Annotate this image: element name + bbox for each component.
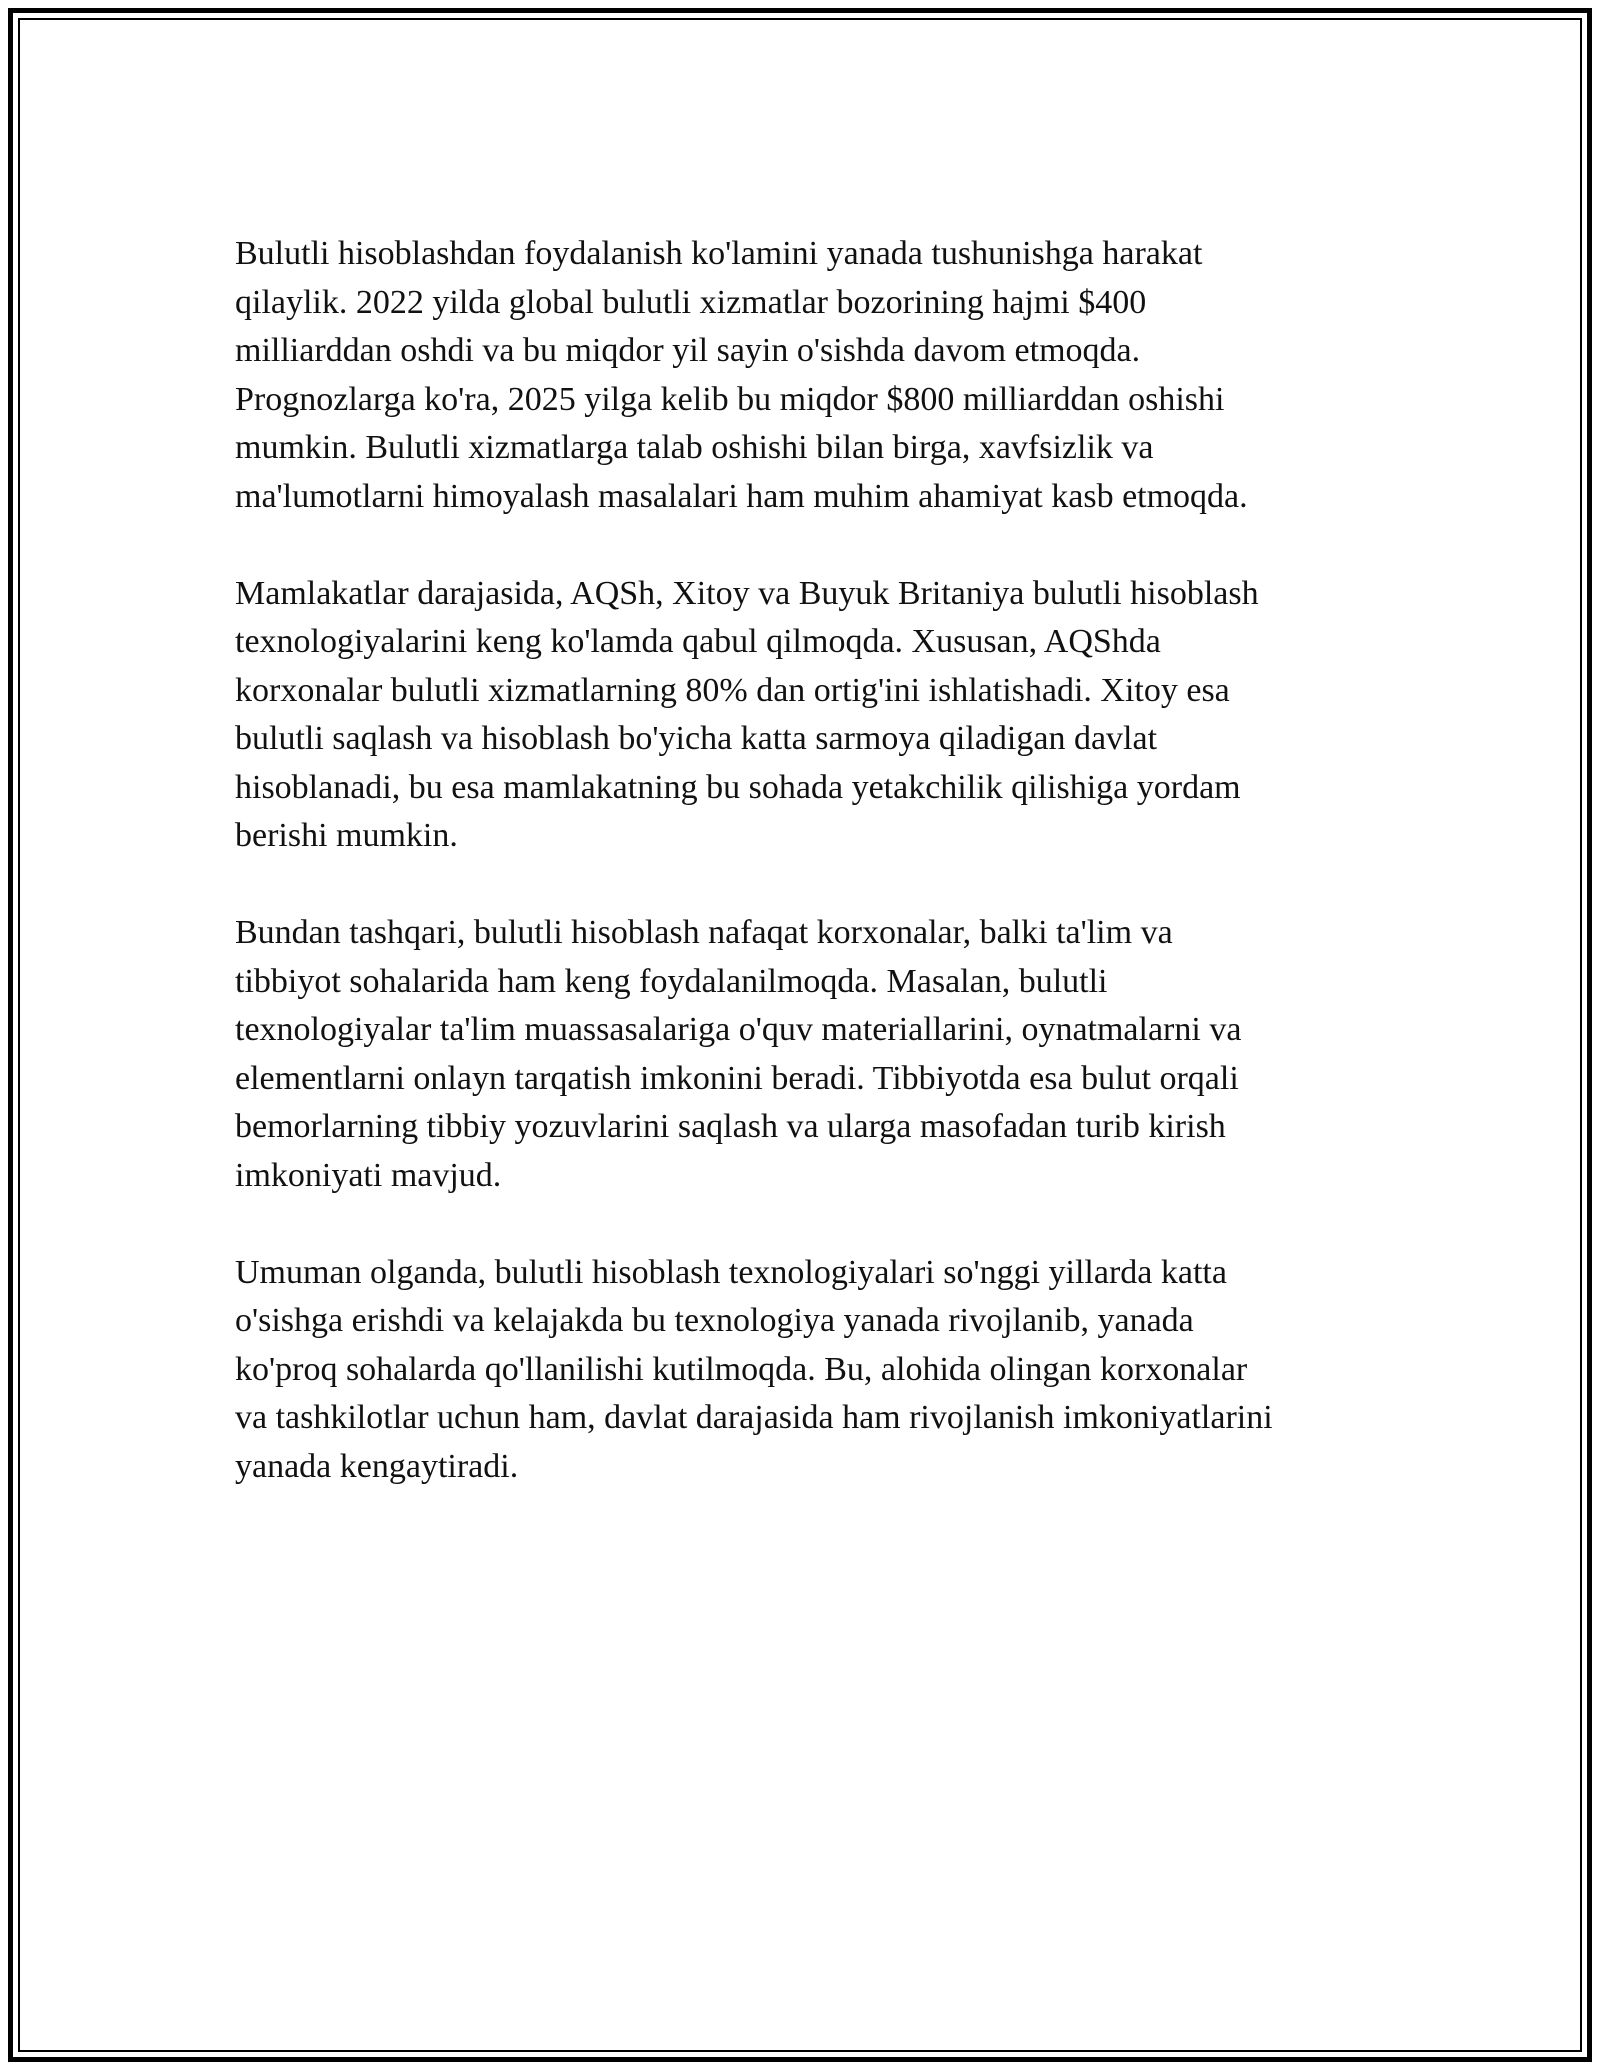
paragraph-2: Mamlakatlar darajasida, AQSh, Xitoy va Buyuk Britaniya bulutli hisoblash texnologiyalarini keng ko'lamda qabul qilmoqda. Xususan, AQShda korxonalar bulutli xizmatlarning 80% dan ortig'ini ishlatishadi. Xitoy esa bulutli saqlash va hisoblash bo'yicha katta sarmoya qiladigan davlat hisoblanadi, bu esa mamlakatning bu sohada yetakchilik qilishiga yordam berishi mumkin. xyxy=(235,574,1259,854)
paragraph-1: Bulutli hisoblashdan foydalanish ko'lamini yanada tushunishga harakat qilaylik. 2022 yilda global bulutli xizmatlar bozorining hajmi $400 milliarddan oshdi va bu miqdor yil sayin o'sishda davom etmoqda. Prognozlarga ko'ra, 2025 yilga kelib bu miqdor $800 milliarddan oshishi mumkin. Bulutli xizmatlarga talab oshishi bilan birga, xavfsizlik va ma'lumotlarni himoyalash masalalari ham muhim ahamiyat kasb etmoqda. xyxy=(235,235,1248,515)
paragraph-4: Umuman olganda, bulutli hisoblash texnologiyalari so'nggi yillarda katta o'sishga erishdi va kelajakda bu texnologiya yanada rivojlanib, yanada ko'proq sohalarda qo'llanilishi kutilmoqda. Bu, alohida olingan korxonalar va tashkilotlar uchun ham, davlat darajasida ham rivojlanish imkoniyatlarini yanada kengaytiradi. xyxy=(235,1253,1273,1485)
paragraph-3: Bundan tashqari, bulutli hisoblash nafaqat korxonalar, balki ta'lim va tibbiyot sohalarida ham keng foydalanilmoqda. Masalan, bulutli texnologiyalar ta'lim muassasalariga o'quv materiallarini, oynatmalarni va elementlarni onlayn tarqatish imkonini beradi. Tibbiyotda esa bulut orqali bemorlarning tibbiy yozuvlarini saqlash va ularga masofadan turib kirish imkoniyati mavjud. xyxy=(235,914,1242,1194)
document-body xyxy=(235,230,1385,1540)
